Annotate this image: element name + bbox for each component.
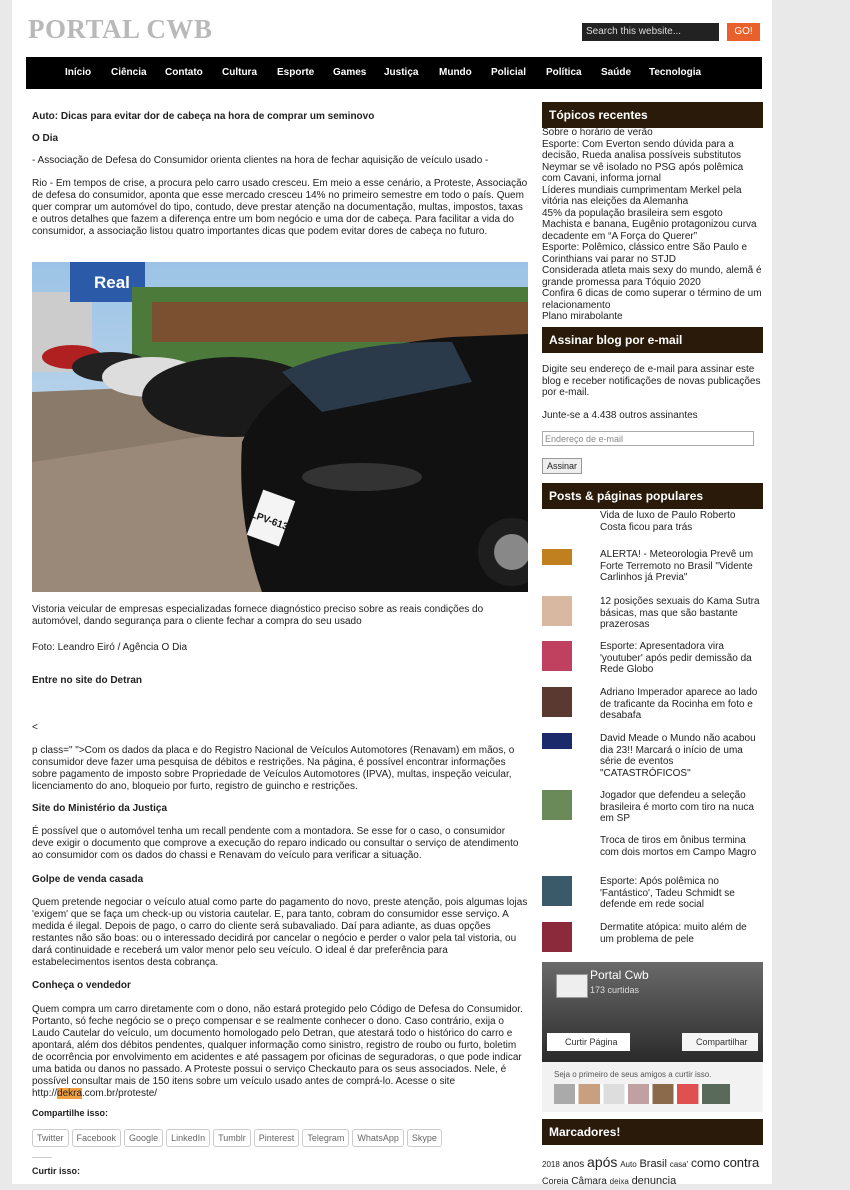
photo-caption: Vistoria veicular de empresas especializadas fornece diagnóstico preciso sobre as reais condições do automóvel, dando segurança para o cliente fechar a compra do seu usado [32,604,484,627]
heading-golpe: Golpe de venda casada [32,874,144,885]
fb-friend-avatars[interactable] [554,1084,730,1104]
site-logo[interactable]: PORTAL CWB [28,14,213,44]
post-thumbnail[interactable] [542,687,572,717]
heading-vendedor: Conheça o vendedor [32,980,131,991]
paragraph-vendedor [32,1004,528,1100]
main-nav [26,57,762,89]
tag-link[interactable]: contra [723,1155,760,1170]
tag-link[interactable]: deixa [609,1177,629,1186]
email-field[interactable]: Endereço de e-mail [542,431,754,446]
nav-policial[interactable]: Policial [491,67,527,78]
post-thumbnail[interactable] [542,790,572,820]
article-source: O Dia [32,133,59,144]
share-whatsapp-button[interactable]: WhatsApp [352,1129,404,1147]
nav-games[interactable]: Games [333,67,367,78]
paragraph-ministerio: É possível que o automóvel tenha um recall pendente com a montadora. Se esse for o caso, o consumidor deve exigir o documento que comprove a execução do reparo indicado ou consultar o serviço de atendimento ao consumidor com os dados do chassi e Renavam do veículo para verificar a situação. [32,826,519,861]
post-thumbnail[interactable] [542,733,572,749]
nav-inicio[interactable]: Início [65,67,92,78]
article-lead: - Associação de Defesa do Consumidor orienta clientes na hora de fechar aquisição de veículo usado - [32,155,489,166]
paragraph-vendedor-end: .com.br/proteste/ [82,1088,158,1099]
facebook-widget [542,962,763,1112]
share-google-button[interactable]: Google [124,1129,163,1147]
popular-post-title[interactable]: Esporte: Apresentadora vira 'youtuber' após pedir demissão da Rede Globo [600,641,752,675]
subscribe-title: Assinar blog por e-mail [542,327,763,353]
subscribe-text: Digite seu endereço de e-mail para assinar este blog e receber notificações de novas publicações por e-mail. [542,364,761,398]
popular-post-title[interactable]: 12 posições sexuais do Kama Sutra básicas, mas que são bastante prazerosas [600,596,760,630]
tags-title: Marcadores! [542,1119,763,1145]
recent-topic-link[interactable]: 45% da população brasileira sem esgoto [542,207,723,219]
recent-topic-link[interactable]: Plano mirabolante [542,311,623,322]
divider [32,1157,52,1158]
popular-post-title[interactable]: Adriano Imperador aparece ao lado de traficante da Rocinha em foto e desabafa [600,687,758,721]
photo-credit: Foto: Leandro Eiró / Agência O Dia [32,642,188,653]
tag-link[interactable]: denuncia [631,1175,677,1187]
tag-link[interactable]: casa' [669,1160,689,1169]
popular-post-title[interactable]: Vida de luxo de Paulo Roberto Costa ficou para trás [600,510,736,533]
share-facebook-button[interactable]: Facebook [72,1129,122,1147]
tag-link[interactable]: Brasil [639,1158,667,1170]
nav-justica[interactable]: Justiça [384,67,419,78]
post-thumbnail[interactable] [542,922,572,952]
recent-topic-link[interactable]: Esporte: Com Everton sendo dúvida para a decisão, Rueda analisa possíveis substitutos [542,138,742,161]
article-title: Auto: Dicas para evitar dor de cabeça na hora de comprar um seminovo [32,111,375,122]
fb-page-avatar[interactable] [556,974,588,998]
search-input[interactable]: Search this website... [582,23,719,41]
share-buttons [32,1128,528,1147]
photo-sign-text: Real [94,273,130,292]
recent-topic-link[interactable]: Líderes mundiais cumprimentam Merkel pela vitória nas eleições da Alemanha [542,184,742,207]
nav-contato[interactable]: Contato [165,67,203,78]
popular-title: Posts & páginas populares [542,483,763,509]
tag-link[interactable]: Auto [620,1160,637,1169]
post-thumbnail[interactable] [542,641,572,671]
highlighted-word: dekra [57,1088,83,1099]
article-intro: Rio - Em tempos de crise, a procura pelo carro usado cresceu. Em meio a esse cenário, a Proteste, Associação de defesa do consumidor, aponta que esse mercado cresceu 14% no primeiro semestre em todo o país. Quem quer comprar um automóvel do tipo, contudo, deve prestar atenção na documentação, multas, impostos, taxas e outros detalhes que fazem a diferença entre um bom negócio e uma dor de cabeça. Para facilitar a vida do consumidor, a associação listou quatro importantes dicas que podem evitar dores de cabeça no futuro. [32,178,528,237]
search-go-button[interactable]: GO! [727,23,760,41]
share-title: Compartilhe isso: [32,1108,109,1118]
nav-mundo[interactable]: Mundo [439,67,472,78]
page [12,0,772,1187]
popular-post-title[interactable]: David Meade o Mundo não acabou dia 23!! Marcará o início de uma série de eventos "CATASTRÓFICOS" [600,733,756,779]
tag-link[interactable]: como [690,1156,721,1170]
fb-friends-text: Seja o primeiro de seus amigos a curtir isso. [554,1070,712,1079]
license-plate-text: LPV-6139 [249,509,295,535]
share-linkedin-button[interactable]: LinkedIn [166,1129,210,1147]
share-pinterest-button[interactable]: Pinterest [254,1129,300,1147]
share-tumblr-button[interactable]: Tumblr [213,1129,251,1147]
heading-detran: Entre no site do Detran [32,675,143,686]
fb-like-page-button[interactable] [547,1033,630,1051]
tag-link[interactable]: 2018 [542,1160,560,1169]
nav-tecnologia[interactable]: Tecnologia [649,67,702,78]
subscribe-button[interactable]: Assinar [542,458,582,474]
popular-post-title[interactable]: Esporte: Após polêmica no 'Fantástico', Tadeu Schmidt se defende em rede social [600,876,735,910]
recent-topics-title: Tópicos recentes [542,102,763,128]
subscriber-count: Junte-se a 4.438 outros assinantes [542,410,698,421]
curtir-title: Curtir isso: [32,1166,81,1176]
post-thumbnail[interactable] [542,876,572,906]
tag-link[interactable]: após [587,1154,618,1170]
share-skype-button[interactable]: Skype [407,1129,442,1147]
paragraph-detran: p class=" ">Com os dados da placa e do Registro Nacional de Veículos Automotores (Renavam) em mãos, o consumidor deve fazer uma pesquisa de débitos e restrições. Na página, é possível encontrar informações sobre pagamento de imposto sobre Propriedade de Veículos Automotores (IPVA), multas, inspeção veicular, licenciamento do ano, bloqueio por furto, registro de guincho e restrições. [32,745,515,792]
fb-page-likes: 173 curtidas [590,985,640,995]
fb-share-button[interactable]: Compartilhar [682,1033,758,1051]
post-thumbnail[interactable] [542,549,572,565]
recent-topic-link[interactable]: Considerada atleta mais sexy do mundo, alemã é grande promessa para Tóquio 2020 [542,265,762,288]
recent-topics-list [542,127,763,323]
popular-post-title[interactable]: Dermatite atópica: muito além de um problema de pele [600,922,747,945]
tag-link[interactable]: Coreia [542,1176,569,1186]
tag-link[interactable]: anos [562,1159,585,1170]
nav-esporte[interactable]: Esporte [277,67,315,78]
stray-tag: < [32,722,38,733]
tag-link[interactable]: Câmara [571,1176,607,1187]
fb-page-name[interactable]: Portal Cwb [590,968,649,982]
nav-saude[interactable]: Saúde [601,67,632,78]
popular-post-title[interactable]: Troca de tiros em ônibus termina com dois mortos em Campo Magro [600,835,757,858]
nav-cultura[interactable]: Cultura [222,67,257,78]
popular-post-title[interactable]: Jogador que defendeu a seleção brasileira é morto com tiro na nuca em SP [600,790,754,824]
article-photo [32,262,528,592]
recent-topic-link[interactable]: Sobre o horário de verão [542,127,653,138]
recent-topic-link[interactable]: Neymar se vê isolado no PSG após polêmica com Cavani, informa jornal [542,161,744,184]
post-thumbnail[interactable] [542,596,572,626]
paragraph-vendedor-text: Quem compra um carro diretamente com o dono, não estará protegido pelo Código de Defesa do Consumidor. Portanto, só feche negócio se o preço compensar e se realmente conhecer o dono. Caso contrário, exija o Laudo Cautelar do veículo, um documento homologado pelo Detran, que atestará todo o histórico do carro e apontará, além dos débitos pendentes, qualquer informação como sinistro, registro de roubo ou furto, boletim de ocorrência por envolvimento em acidentes e até passagem por oficinas de seguradoras, o que pode indicar uma batida ou danos no passado. A Proteste possui o serviço Checkauto para os seus associados. Nele, é possível consultar mais de 150 itens sobre um veículo usado antes de comprá-lo. Acesse o site http:// [32,1004,523,1099]
heading-ministerio: Site do Ministério da Justiça [32,803,168,814]
paragraph-golpe: Quem pretende negociar o veículo atual como parte do pagamento do novo, preste atenção, pois algumas lojas 'exigem' que se faça um check-up ou vistoria cautelar. E, para tanto, cobram do consumidor esse serviço. A medida é ilegal. Depois de pago, o carro do cliente será subavaliado. Daí para adiante, as duas opções restantes não são boas: ou o interessado decidirá por cancelar o negócio e perder o valor pela tal vistoria, ou dará continuidade e receberá um valor menor pelo seu veículo. O ideal é dar preferência para estabelecimentos isentos desta cobrança. [32,897,528,968]
popular-post-title[interactable]: ALERTA! - Meteorologia Prevê um Forte Terremoto no Brasil "Vidente Carlinhos já Previa" [600,549,754,583]
share-telegram-button[interactable]: Telegram [302,1129,349,1147]
fb-like-label: Curtir Página [565,1037,618,1047]
nav-politica[interactable]: Política [546,67,582,78]
tag-cloud [542,1154,763,1190]
share-twitter-button[interactable]: Twitter [32,1129,69,1147]
recent-topic-link[interactable]: Esporte: Polêmico, clássico entre São Paulo e Corinthians vai parar no STJD [542,242,748,265]
nav-ciencia[interactable]: Ciência [111,67,147,78]
recent-topic-link[interactable]: Machista e banana, Eugênio protagonizou curva decadente em “A Força do Querer” [542,219,757,242]
recent-topic-link[interactable]: Confira 6 dicas de como superar o término de um relacionamento [542,288,762,311]
